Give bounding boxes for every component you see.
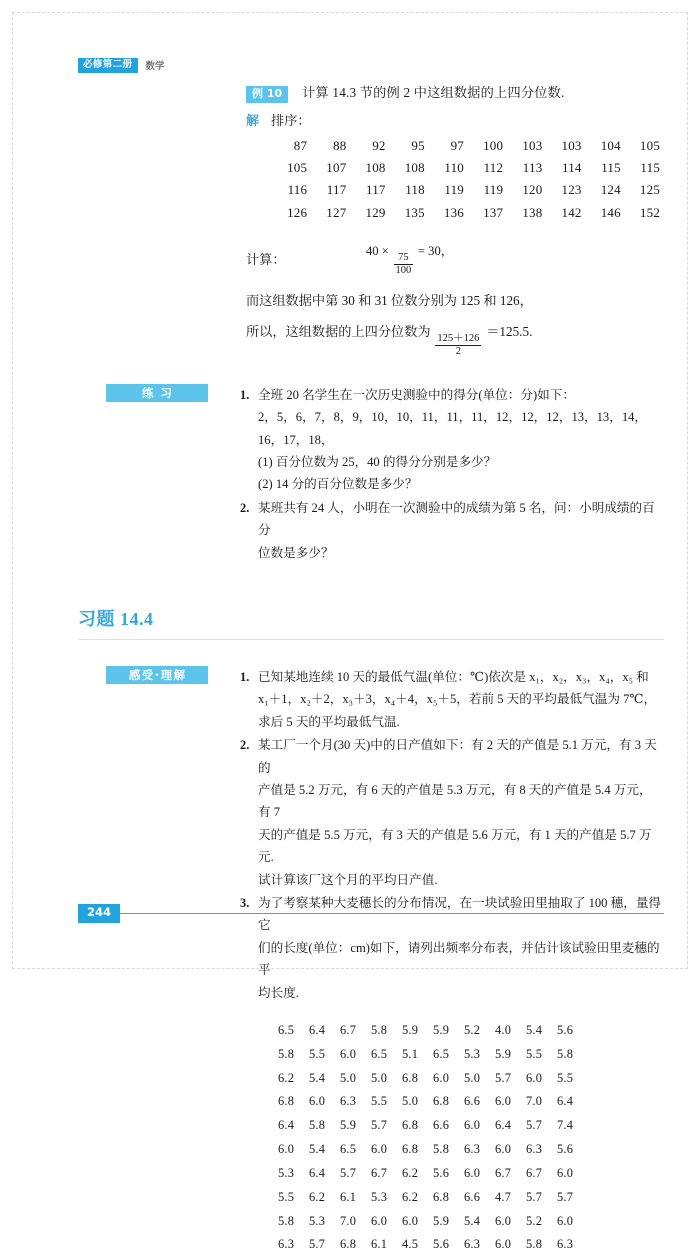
data-value: 5.9 [402,1023,419,1038]
data-value: 6.0 [526,1070,543,1085]
footer-divider [120,913,664,914]
sorted-value: 108 [365,160,386,176]
practice-label: 练习 [106,384,208,402]
data-value: 6.5 [278,1023,295,1038]
data-value: 6.2 [402,1189,419,1204]
data-value: 6.6 [464,1189,481,1204]
positions-statement: 而这组数据中第 30 和 31 位数分别为 125 和 126， [246,293,533,309]
sorted-value: 100 [483,137,504,153]
sorted-value: 113 [522,160,543,176]
list-item [240,666,664,733]
sorted-value: 115 [640,160,661,176]
data-value: 7.0 [526,1094,543,1109]
data-value: 4.7 [495,1189,512,1204]
sorted-value: 126 [287,204,308,220]
data-value: 5.7 [495,1070,512,1085]
question-line: 已知某地连续 10 天的最低气温(单位：℃)依次是 x₁，x₂，x₃，x₄，x₅ 和 [258,669,649,684]
data-value: 5.3 [371,1189,388,1204]
question-number: 2. [240,738,250,753]
calculation-label: 计算： [246,251,286,267]
sorted-value: 110 [444,160,465,176]
data-value: 5.6 [557,1142,574,1157]
sorted-value: 118 [405,182,425,198]
sorted-value: 117 [326,182,347,198]
data-value: 5.5 [557,1070,574,1085]
question-number: 3. [240,896,250,911]
data-value: 6.3 [464,1237,481,1252]
practice-block [78,384,664,565]
data-value: 6.0 [309,1094,326,1109]
table-row [278,1090,664,1114]
solution-heading [246,110,664,129]
data-value: 6.2 [402,1165,419,1180]
question-line: 天的产值是 5.5 万元，有 3 天的产值是 5.6 万元，有 1 天的产值是 5.7 万元. [258,827,652,865]
sorted-value: 112 [483,160,504,176]
example-badge: 例 10 [246,86,288,103]
data-value: 5.8 [526,1237,543,1252]
question-body [258,734,664,891]
data-value: 7.4 [557,1118,574,1133]
data-value: 5.8 [557,1046,574,1061]
data-value: 5.3 [278,1165,295,1180]
sorted-value: 88 [333,137,347,153]
sorted-value: 152 [639,204,661,220]
sorted-value: 138 [522,204,543,220]
conclusion-fraction [435,333,481,358]
question-line: (1) 百分位数为 25，40 的得分分别是多少？ [258,454,497,469]
table-row [278,1114,664,1138]
table-row [278,1162,664,1186]
running-head-badge: 必修第二册 [78,58,138,73]
example-title: 计算 14.3 节的例 2 中这组数据的上四分位数. [302,85,565,100]
page-content [78,82,664,1257]
sorted-value: 137 [483,204,504,220]
sorted-value: 108 [404,160,425,176]
sorted-data-row [272,179,664,201]
data-value: 5.4 [309,1070,326,1085]
sorted-data-row [272,135,664,157]
data-value: 5.5 [371,1094,388,1109]
section-question-list [240,666,664,1005]
data-value: 5.5 [309,1046,326,1061]
question-number: 1. [240,669,250,684]
table-row [278,1138,664,1162]
sorted-value: 95 [411,137,425,153]
sorted-value: 146 [600,204,621,220]
question-number: 2. [240,500,250,515]
question-line: 位数是多少？ [258,545,334,560]
data-value: 4.0 [495,1023,512,1038]
question-line: 求后 5 天的平均最低气温. [258,714,400,729]
data-value: 5.0 [402,1094,419,1109]
question-line: 2，5，6，7，8，9，10，10，11，11，11，12，12，12，13，13，14，16，17，18， [258,410,648,447]
data-value: 6.3 [526,1142,543,1157]
data-value: 6.2 [309,1189,326,1204]
question-line: 为了考察某种大麦穗长的分布情况，在一块试验田里抽取了 100 穗，量得它 [258,896,661,933]
sorted-value: 92 [372,137,386,153]
sorted-data-grid [272,135,664,224]
calc-left: 40 × [366,244,389,259]
conclusion-suffix: ＝125.5. [486,324,533,340]
data-value: 6.5 [371,1046,388,1061]
solution-mark: 解 [246,112,260,128]
data-value: 5.9 [433,1023,450,1038]
data-value: 6.7 [371,1165,388,1180]
calc-right: = 30， [417,244,454,259]
sorted-value: 123 [561,182,582,198]
calc-fraction [394,252,414,277]
data-value: 6.3 [340,1094,357,1109]
section-heading: 习题 14.4 [78,608,154,629]
sorted-value: 125 [639,182,661,198]
data-value: 5.7 [526,1189,543,1204]
data-value: 5.2 [526,1213,543,1228]
sorted-value: 119 [444,182,465,198]
sorted-value: 136 [443,204,465,220]
data-value: 6.6 [433,1118,450,1133]
sorted-value: 107 [326,160,347,176]
question-line: 全班 20 名学生在一次历史测验中的得分(单位：分)如下： [258,387,575,402]
question-line: x₁＋1，x₂＋2，x₃＋3，x₄＋4，x₅＋5，若前 5 天的平均最低气温为 7℃， [258,692,657,707]
data-value: 5.7 [309,1237,326,1252]
data-value: 5.9 [340,1118,357,1133]
sorted-value: 105 [287,160,308,176]
sorted-value: 117 [365,182,386,198]
section-exercise-block [78,666,664,1005]
fraction-numerator: 75 [394,252,414,265]
data-value: 6.0 [340,1046,357,1061]
data-value: 6.7 [495,1165,512,1180]
table-row [278,1210,664,1234]
data-value: 5.1 [402,1046,419,1061]
data-value: 6.8 [340,1237,357,1252]
data-value: 5.9 [433,1213,450,1228]
question-number: 1. [240,387,250,402]
data-value: 6.0 [371,1213,388,1228]
data-value: 6.0 [495,1094,512,1109]
data-value: 6.8 [433,1094,450,1109]
data-value: 5.4 [464,1213,481,1228]
data-value: 6.7 [526,1165,543,1180]
sorted-value: 114 [562,160,582,176]
question-line: 某工厂一个月(30 天)中的日产值如下：有 2 天的产值是 5.1 万元，有 3 天的 [258,738,657,775]
data-value: 6.2 [278,1070,295,1085]
section-exercise-label: 感受·理解 [106,666,208,684]
data-value: 5.4 [526,1023,543,1038]
data-value: 6.4 [557,1094,574,1109]
data-value: 5.0 [464,1070,481,1085]
data-value: 5.5 [278,1189,295,1204]
data-value: 4.5 [402,1237,419,1252]
data-value: 5.7 [371,1118,388,1133]
sorted-value: 104 [600,137,621,153]
sorted-value: 127 [326,204,347,220]
fraction-denominator: 100 [395,264,412,276]
section-divider [78,639,664,640]
table-row [278,1019,664,1043]
data-value: 6.0 [495,1237,512,1252]
list-item [240,384,664,496]
question-body [258,497,664,564]
data-value: 6.4 [278,1118,295,1133]
solution-label: 排序： [271,112,311,128]
data-value: 6.4 [309,1165,326,1180]
data-value: 5.2 [464,1023,481,1038]
sorted-value: 135 [404,204,425,220]
fraction-numerator: 125＋126 [437,333,480,345]
sorted-value: 120 [522,182,543,198]
data-value: 5.8 [309,1118,326,1133]
running-head [78,58,165,73]
data-value: 5.8 [371,1023,388,1038]
data-value: 6.5 [340,1142,357,1157]
question-body [258,666,664,733]
data-value: 6.8 [278,1094,295,1109]
data-value: 6.0 [464,1118,481,1133]
practice-question-list [240,384,664,565]
table-row [278,1067,664,1091]
data-value: 5.8 [433,1142,450,1157]
question-line: 某班共有 24 人，小明在一次测验中的成绩为第 5 名，问：小明成绩的百分 [258,500,655,538]
data-value: 6.5 [433,1046,450,1061]
running-head-subject: 数学 [145,61,165,73]
data-value: 5.0 [371,1070,388,1085]
question-line: 试计算该厂这个月的平均日产值. [258,872,438,887]
example-heading [246,82,664,103]
data-value: 6.0 [557,1213,574,1228]
data-value: 6.0 [557,1165,574,1180]
question-body [258,384,664,496]
data-value: 5.7 [340,1165,357,1180]
page-footer [78,904,664,923]
data-value: 6.8 [402,1070,419,1085]
data-value: 6.3 [278,1237,295,1252]
data-value: 5.4 [309,1142,326,1157]
data-value: 6.3 [557,1237,574,1252]
data-value: 6.0 [433,1070,450,1085]
data-value: 5.6 [433,1237,450,1252]
question-line: 均长度. [258,985,299,1000]
calculation-expression [366,240,453,276]
data-value: 6.8 [402,1118,419,1133]
question-line: 们的长度(单位：cm)如下，请列出频率分布表，并估计该试验田里麦穗的平 [258,940,660,978]
data-value: 6.1 [340,1189,357,1204]
data-value: 5.5 [526,1046,543,1061]
data-value: 6.3 [464,1142,481,1157]
page-number: 244 [78,904,120,923]
sorted-data-row [272,157,664,179]
data-value: 6.4 [309,1023,326,1038]
data-value: 6.8 [433,1189,450,1204]
data-value: 5.3 [464,1046,481,1061]
sorted-value: 105 [639,137,661,153]
list-item [240,497,664,564]
sorted-value: 103 [561,137,582,153]
fraction-denominator: 2 [455,345,462,357]
data-value: 5.9 [495,1046,512,1061]
sorted-value: 142 [561,204,582,220]
data-value: 5.6 [433,1165,450,1180]
sorted-value: 97 [450,137,465,153]
table-row [278,1043,664,1067]
barley-data-table [278,1019,664,1257]
data-value: 5.8 [278,1046,295,1061]
question-line: 产值是 5.2 万元，有 6 天的产值是 5.3 万元，有 8 天的产值是 5.4 万元，有 7 [258,782,652,820]
table-row [278,1186,664,1210]
conclusion-prefix: 所以，这组数据的上四分位数为 [246,324,431,340]
question-line: (2) 14 分的百分位数是多少？ [258,477,418,492]
data-value: 5.8 [278,1213,295,1228]
data-value: 6.0 [495,1142,512,1157]
sorted-value: 119 [483,182,504,198]
conclusion-statement [246,319,664,357]
sorted-value: 124 [600,182,621,198]
sorted-value: 103 [522,137,543,153]
data-value: 7.0 [340,1213,357,1228]
sorted-value: 87 [293,137,308,153]
data-value: 6.8 [402,1142,419,1157]
data-value: 6.0 [464,1165,481,1180]
data-value: 6.6 [464,1094,481,1109]
data-value: 6.1 [371,1237,388,1252]
list-item [240,734,664,891]
data-value: 6.4 [495,1118,512,1133]
sorted-value: 129 [365,204,386,220]
calculation-line [246,240,664,276]
data-value: 6.0 [371,1142,388,1157]
data-value: 6.0 [402,1213,419,1228]
data-value: 5.7 [557,1189,574,1204]
sorted-data-row [272,202,664,224]
data-value: 5.7 [526,1118,543,1133]
table-row [278,1233,664,1257]
sorted-value: 115 [601,160,621,176]
data-value: 5.6 [557,1023,574,1038]
data-value: 5.3 [309,1213,326,1228]
sorted-value: 116 [287,182,308,198]
data-value: 6.7 [340,1023,357,1038]
data-value: 5.0 [340,1070,357,1085]
data-value: 6.0 [278,1142,295,1157]
data-value: 6.0 [495,1213,512,1228]
